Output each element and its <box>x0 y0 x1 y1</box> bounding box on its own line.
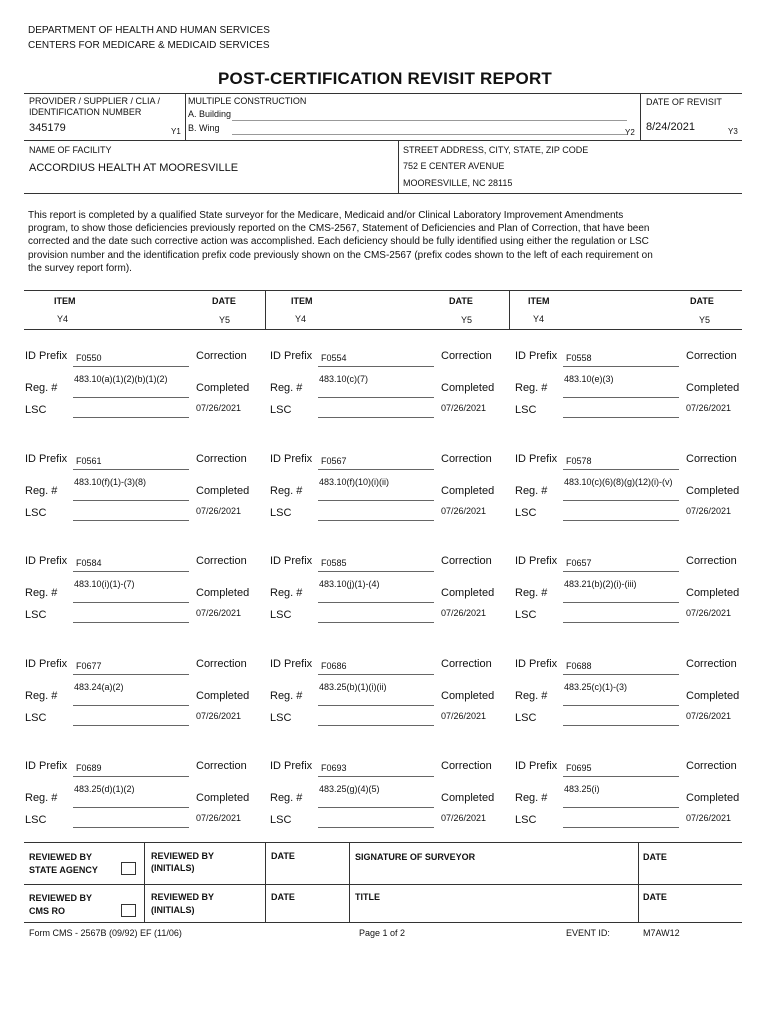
lsc-label: LSC <box>270 609 292 621</box>
reg-number-value: 483.10(f)(10)(i)(ii) <box>319 477 390 487</box>
reg-number-label: Reg. # <box>25 382 58 394</box>
lsc-underline <box>73 417 189 418</box>
completed-label: Completed <box>196 792 250 804</box>
correction-label: Correction <box>196 555 247 567</box>
reg-number-label: Reg. # <box>515 485 548 497</box>
lsc-label: LSC <box>515 507 537 519</box>
signature-label: SIGNATURE OF SURVEYOR <box>355 852 476 862</box>
reg-number-value: 483.10(i)(1)-(7) <box>74 579 135 589</box>
col-date-header: DATE <box>449 296 473 306</box>
lsc-underline <box>563 417 679 418</box>
reg-number-underline <box>318 602 434 603</box>
lsc-underline <box>318 417 434 418</box>
reg-number-value: 483.25(d)(1)(2) <box>74 784 135 794</box>
y1-code: Y1 <box>171 127 181 136</box>
completed-label: Completed <box>196 587 250 599</box>
id-prefix-value: F0686 <box>321 661 347 671</box>
reg-number-value: 483.10(c)(6)(8)(g)(12)(i)-(v) <box>564 477 673 487</box>
reg-number-value: 483.25(c)(1)-(3) <box>564 682 628 692</box>
footer-date-label: DATE <box>643 892 667 902</box>
building-label: A. Building <box>188 109 232 119</box>
id-prefix-underline <box>318 571 434 572</box>
correction-label: Correction <box>196 658 247 670</box>
completed-label: Completed <box>441 792 495 804</box>
id-prefix-underline <box>73 776 189 777</box>
reg-number-underline <box>318 807 434 808</box>
agency-line-2: CENTERS FOR MEDICARE & MEDICAID SERVICES <box>28 40 270 51</box>
completed-date: 07/26/2021 <box>196 608 242 618</box>
correction-label: Correction <box>196 453 247 465</box>
completed-date: 07/26/2021 <box>441 813 487 823</box>
id-prefix-label: ID Prefix <box>270 350 313 362</box>
completed-label: Completed <box>441 690 495 702</box>
intro-line: provision number and the identification prefix code previously shown on the CMS-2567 (prefix codes shown to the left of each requirement on <box>28 249 653 261</box>
id-prefix-label: ID Prefix <box>270 453 313 465</box>
lsc-label: LSC <box>515 609 537 621</box>
wing-label: B. Wing <box>188 123 220 133</box>
completed-label: Completed <box>441 587 495 599</box>
completed-date: 07/26/2021 <box>441 711 487 721</box>
reg-number-label: Reg. # <box>25 485 58 497</box>
event-id-value: M7AW12 <box>643 928 680 938</box>
col-y5-code: Y5 <box>699 315 711 325</box>
id-prefix-underline <box>73 366 189 367</box>
lsc-label: LSC <box>25 814 47 826</box>
completed-date: 07/26/2021 <box>196 403 242 413</box>
footer-date-label: DATE <box>643 852 667 862</box>
reg-number-label: Reg. # <box>515 587 548 599</box>
y3-code: Y3 <box>728 127 738 136</box>
initials-label-1: REVIEWED BY <box>151 851 215 861</box>
lsc-underline <box>318 725 434 726</box>
reg-number-underline <box>563 602 679 603</box>
lsc-label: LSC <box>270 712 292 724</box>
lsc-label: LSC <box>515 814 537 826</box>
lsc-underline <box>318 827 434 828</box>
reg-number-value: 483.21(b)(2)(i)-(iii) <box>564 579 637 589</box>
reg-number-underline <box>318 500 434 501</box>
reg-number-label: Reg. # <box>25 587 58 599</box>
correction-label: Correction <box>686 453 737 465</box>
reg-number-underline <box>318 397 434 398</box>
completed-date: 07/26/2021 <box>196 711 242 721</box>
id-prefix-label: ID Prefix <box>515 555 558 567</box>
id-prefix-label: ID Prefix <box>25 760 68 772</box>
lsc-underline <box>563 622 679 623</box>
reviewed-state-label-1: REVIEWED BY <box>29 852 93 862</box>
correction-label: Correction <box>686 350 737 362</box>
date-of-revisit-label: DATE OF REVISIT <box>646 97 722 107</box>
completed-label: Completed <box>686 690 740 702</box>
id-prefix-value: F0567 <box>321 456 347 466</box>
reg-number-underline <box>73 500 189 501</box>
id-prefix-underline <box>563 469 679 470</box>
reg-number-label: Reg. # <box>25 792 58 804</box>
completed-date: 07/26/2021 <box>686 608 732 618</box>
id-prefix-label: ID Prefix <box>25 453 68 465</box>
id-prefix-label: ID Prefix <box>515 453 558 465</box>
intro-line: the survey report form). <box>28 262 132 274</box>
lsc-label: LSC <box>270 507 292 519</box>
reg-number-label: Reg. # <box>25 690 58 702</box>
y2-code: Y2 <box>625 128 635 137</box>
state-agency-checkbox[interactable] <box>121 862 136 875</box>
lsc-label: LSC <box>515 712 537 724</box>
lsc-label: LSC <box>270 404 292 416</box>
id-prefix-underline <box>563 366 679 367</box>
correction-label: Correction <box>441 555 492 567</box>
reg-number-label: Reg. # <box>270 690 303 702</box>
id-prefix-label: ID Prefix <box>270 760 313 772</box>
completed-date: 07/26/2021 <box>441 403 487 413</box>
id-prefix-label: ID Prefix <box>25 658 68 670</box>
col-item-header: ITEM <box>528 296 550 306</box>
title-label: TITLE <box>355 892 380 902</box>
reg-number-underline <box>563 500 679 501</box>
reg-number-label: Reg. # <box>270 587 303 599</box>
id-prefix-value: F0558 <box>566 353 592 363</box>
id-prefix-label: ID Prefix <box>25 555 68 567</box>
completed-date: 07/26/2021 <box>196 813 242 823</box>
correction-label: Correction <box>686 555 737 567</box>
id-prefix-underline <box>73 674 189 675</box>
lsc-underline <box>563 827 679 828</box>
id-prefix-value: F0657 <box>566 558 592 568</box>
address-line-1: 752 E CENTER AVENUE <box>403 161 505 171</box>
lsc-underline <box>318 520 434 521</box>
intro-paragraph <box>28 209 678 275</box>
reg-number-underline <box>563 807 679 808</box>
id-prefix-label: ID Prefix <box>515 760 558 772</box>
date-of-revisit-value: 8/24/2021 <box>646 121 695 133</box>
lsc-underline <box>563 725 679 726</box>
reg-number-underline <box>73 705 189 706</box>
initials-label-1: REVIEWED BY <box>151 892 215 902</box>
reg-number-underline <box>563 705 679 706</box>
address-line-2: MOORESVILLE, NC 28115 <box>403 178 513 188</box>
lsc-label: LSC <box>270 814 292 826</box>
cms-ro-checkbox[interactable] <box>121 904 136 917</box>
construction-label: MULTIPLE CONSTRUCTION <box>188 96 307 106</box>
reg-number-label: Reg. # <box>270 792 303 804</box>
completed-date: 07/26/2021 <box>196 506 242 516</box>
reg-number-underline <box>73 397 189 398</box>
reg-number-underline <box>73 602 189 603</box>
col-item-header: ITEM <box>291 296 313 306</box>
reviewed-cms-label-2: CMS RO <box>29 906 65 916</box>
completed-label: Completed <box>441 485 495 497</box>
page-number: Page 1 of 2 <box>359 928 406 938</box>
completed-label: Completed <box>196 485 250 497</box>
reg-number-label: Reg. # <box>270 382 303 394</box>
footer-date-label: DATE <box>271 892 295 902</box>
correction-label: Correction <box>441 453 492 465</box>
provider-label-1: PROVIDER / SUPPLIER / CLIA / <box>29 96 161 106</box>
col-item-header: ITEM <box>54 296 76 306</box>
reg-number-value: 483.10(a)(1)(2)(b)(1)(2) <box>74 374 168 384</box>
id-prefix-value: F0578 <box>566 456 592 466</box>
completed-label: Completed <box>196 382 250 394</box>
completed-label: Completed <box>686 485 740 497</box>
correction-label: Correction <box>686 658 737 670</box>
id-prefix-label: ID Prefix <box>270 658 313 670</box>
intro-line: program, to show those deficiencies previously reported on the CMS-2567, Statement of Deficiencies and Plan of Correction, that have been <box>28 223 650 235</box>
reg-number-label: Reg. # <box>270 485 303 497</box>
id-prefix-value: F0693 <box>321 763 347 773</box>
reviewed-state-label-2: STATE AGENCY <box>29 865 98 875</box>
lsc-label: LSC <box>25 404 47 416</box>
id-prefix-underline <box>318 366 434 367</box>
id-prefix-value: F0561 <box>76 456 102 466</box>
id-prefix-value: F0689 <box>76 763 102 773</box>
lsc-label: LSC <box>25 712 47 724</box>
col-y4-code: Y4 <box>57 314 69 324</box>
id-prefix-underline <box>563 674 679 675</box>
id-prefix-value: F0554 <box>321 353 347 363</box>
reg-number-label: Reg. # <box>515 792 548 804</box>
reg-number-underline <box>318 705 434 706</box>
intro-line: This report is completed by a qualified State surveyor for the Medicare, Medicaid and/or Clinical Laboratory Improvement Amendments <box>28 210 624 221</box>
id-prefix-underline <box>318 776 434 777</box>
completed-date: 07/26/2021 <box>441 608 487 618</box>
id-prefix-underline <box>563 571 679 572</box>
completed-date: 07/26/2021 <box>686 506 732 516</box>
completed-date: 07/26/2021 <box>686 813 732 823</box>
reg-number-value: 483.25(i) <box>564 784 600 794</box>
reg-number-value: 483.25(b)(1)(i)(ii) <box>319 682 387 692</box>
id-prefix-underline <box>73 469 189 470</box>
lsc-underline <box>563 520 679 521</box>
id-prefix-value: F0550 <box>76 353 102 363</box>
provider-number: 345179 <box>29 122 66 134</box>
facility-name: ACCORDIUS HEALTH AT MOORESVILLE <box>29 162 239 174</box>
col-y4-code: Y4 <box>533 314 545 324</box>
completed-label: Completed <box>441 382 495 394</box>
col-y5-code: Y5 <box>461 315 473 325</box>
lsc-underline <box>73 725 189 726</box>
correction-label: Correction <box>196 760 247 772</box>
id-prefix-value: F0688 <box>566 661 592 671</box>
lsc-label: LSC <box>25 507 47 519</box>
reg-number-value: 483.10(f)(1)-(3)(8) <box>74 477 147 487</box>
col-y4-code: Y4 <box>295 314 307 324</box>
completed-label: Completed <box>686 587 740 599</box>
reg-number-label: Reg. # <box>515 382 548 394</box>
agency-line-1: DEPARTMENT OF HEALTH AND HUMAN SERVICES <box>28 25 270 36</box>
reviewed-cms-label-1: REVIEWED BY <box>29 893 93 903</box>
event-id-label: EVENT ID: <box>566 928 610 938</box>
lsc-underline <box>73 520 189 521</box>
provider-label-2: IDENTIFICATION NUMBER <box>29 107 142 117</box>
lsc-label: LSC <box>515 404 537 416</box>
reg-number-value: 483.24(a)(2) <box>74 682 124 692</box>
footer-date-label: DATE <box>271 851 295 861</box>
form-number: Form CMS - 2567B (09/92) EF (11/06) <box>29 928 182 938</box>
reg-number-value: 483.10(c)(7) <box>319 374 369 384</box>
reg-number-value: 483.25(g)(4)(5) <box>319 784 380 794</box>
completed-label: Completed <box>196 690 250 702</box>
id-prefix-value: F0695 <box>566 763 592 773</box>
id-prefix-value: F0677 <box>76 661 102 671</box>
id-prefix-underline <box>73 571 189 572</box>
completed-label: Completed <box>686 382 740 394</box>
col-date-header: DATE <box>212 296 236 306</box>
col-y5-code: Y5 <box>219 315 231 325</box>
correction-label: Correction <box>196 350 247 362</box>
id-prefix-label: ID Prefix <box>515 658 558 670</box>
correction-label: Correction <box>441 350 492 362</box>
lsc-underline <box>73 622 189 623</box>
col-date-header: DATE <box>690 296 714 306</box>
lsc-underline <box>73 827 189 828</box>
facility-label: NAME OF FACILITY <box>29 145 112 155</box>
intro-line: corrected and the date such corrective action was accomplished. Each deficiency should be fully identified using either the regulation or LSC <box>28 236 649 248</box>
reg-number-label: Reg. # <box>515 690 548 702</box>
reg-number-underline <box>563 397 679 398</box>
completed-label: Completed <box>686 792 740 804</box>
completed-date: 07/26/2021 <box>686 711 732 721</box>
reg-number-underline <box>73 807 189 808</box>
lsc-label: LSC <box>25 609 47 621</box>
completed-date: 07/26/2021 <box>686 403 732 413</box>
id-prefix-value: F0584 <box>76 558 102 568</box>
id-prefix-label: ID Prefix <box>25 350 68 362</box>
id-prefix-underline <box>563 776 679 777</box>
id-prefix-value: F0585 <box>321 558 347 568</box>
id-prefix-underline <box>318 469 434 470</box>
address-label: STREET ADDRESS, CITY, STATE, ZIP CODE <box>403 145 589 155</box>
lsc-underline <box>318 622 434 623</box>
initials-label-2: (INITIALS) <box>151 863 195 873</box>
reg-number-value: 483.10(e)(3) <box>564 374 614 384</box>
correction-label: Correction <box>441 658 492 670</box>
id-prefix-underline <box>318 674 434 675</box>
id-prefix-label: ID Prefix <box>270 555 313 567</box>
initials-label-2: (INITIALS) <box>151 905 195 915</box>
correction-label: Correction <box>686 760 737 772</box>
reg-number-value: 483.10(j)(1)-(4) <box>319 579 380 589</box>
correction-label: Correction <box>441 760 492 772</box>
report-title: POST-CERTIFICATION REVISIT REPORT <box>217 69 553 88</box>
completed-date: 07/26/2021 <box>441 506 487 516</box>
id-prefix-label: ID Prefix <box>515 350 558 362</box>
